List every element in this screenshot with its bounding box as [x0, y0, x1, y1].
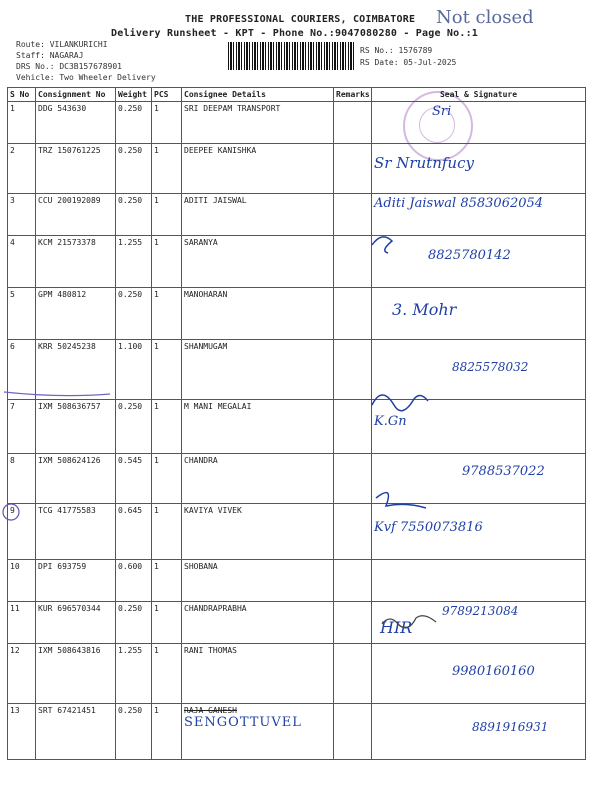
- row-weight: 0.545: [116, 454, 152, 504]
- row-signature: 9788537022: [372, 454, 586, 504]
- row-consignment: DPI 693759: [36, 560, 116, 602]
- circled-number-mark: [3, 504, 19, 520]
- row-weight: 0.250: [116, 704, 152, 760]
- row-pcs: 1: [152, 454, 182, 504]
- row-consignment: IXM 508624126: [36, 454, 116, 504]
- row-consignee: SARANYA: [182, 236, 334, 288]
- row-consignee: CHANDRAPRABHA: [182, 602, 334, 644]
- row-consignment: SRT 67421451: [36, 704, 116, 760]
- staff-label: Staff: NAGARAJ: [16, 51, 84, 60]
- handwritten-note: Not closed: [436, 7, 534, 28]
- row-signature: 3. Mohr: [372, 288, 586, 340]
- handwritten-mark: HIR: [380, 618, 413, 637]
- handwritten-correction: SENGOTTUVEL: [184, 715, 302, 730]
- row-consignment: KRR 50245238: [36, 340, 116, 400]
- col-pcs-header: PCS: [152, 88, 182, 102]
- row-consignee: DEEPEE KANISHKA: [182, 144, 334, 194]
- rs-date: RS Date: 05-Jul-2025: [360, 58, 457, 67]
- signature-phone: 9789213084: [442, 604, 519, 618]
- row-sno: 12: [8, 644, 36, 704]
- row-signature: Kvf 7550073816: [372, 504, 586, 560]
- row-consignment: CCU 200192089: [36, 194, 116, 236]
- route-label: Route: VILANKURICHI: [16, 40, 108, 49]
- company-name: THE PROFESSIONAL COURIERS, COIMBATORE: [185, 14, 416, 25]
- row-weight: 0.250: [116, 194, 152, 236]
- signature-scribble: [372, 237, 392, 253]
- row-consignee: MANOHARAN: [182, 288, 334, 340]
- row-sno: 11: [8, 602, 36, 644]
- row-signature: Aditi Jaiswal 8583062054: [372, 194, 586, 236]
- row-sno: 6: [8, 340, 36, 400]
- row-consignee: SHANMUGAM: [182, 340, 334, 400]
- row-weight: 0.250: [116, 400, 152, 454]
- row-weight: 1.255: [116, 644, 152, 704]
- row-consignee: ADITI JAISWAL: [182, 194, 334, 236]
- row-signature: 9980160160: [372, 644, 586, 704]
- row-sno: 10: [8, 560, 36, 602]
- row-consignee: CHANDRA: [182, 454, 334, 504]
- row-weight: 1.255: [116, 236, 152, 288]
- col-weight-header: Weight: [116, 88, 152, 102]
- struck-consignee-name: RAJA GANESH: [184, 706, 237, 715]
- col-remarks-header: Remarks: [334, 88, 372, 102]
- signature-scribble: [382, 616, 436, 628]
- row-consignee: M MANI MEGALAI: [182, 400, 334, 454]
- row-sno: 13: [8, 704, 36, 760]
- runsheet-title: Delivery Runsheet - KPT - Phone No.:9047080280 - Page No.:1: [111, 28, 479, 39]
- row-weight: 0.250: [116, 144, 152, 194]
- row-consignment: TRZ 150761225: [36, 144, 116, 194]
- row-sno: 3: [8, 194, 36, 236]
- row-consignment: IXM 508643816: [36, 644, 116, 704]
- row-weight: 0.645: [116, 504, 152, 560]
- row-consignment: IXM 508636757: [36, 400, 116, 454]
- row-pcs: 1: [152, 288, 182, 340]
- row-sno: 7: [8, 400, 36, 454]
- row-sno: 5: [8, 288, 36, 340]
- row-sno: 4: [8, 236, 36, 288]
- signature-scribble: [376, 493, 426, 508]
- row-signature: 8825578032: [372, 340, 586, 400]
- rs-number: RS No.: 1576789: [360, 46, 433, 55]
- row-sno: 2: [8, 144, 36, 194]
- row-signature: 8825780142: [372, 236, 586, 288]
- row-pcs: 1: [152, 236, 182, 288]
- row-weight: 0.600: [116, 560, 152, 602]
- row-pcs: 1: [152, 560, 182, 602]
- row-pcs: 1: [152, 340, 182, 400]
- row-weight: 0.250: [116, 288, 152, 340]
- col-sno-header: S No: [8, 88, 36, 102]
- row-consignee: SHOBANA: [182, 560, 334, 602]
- row-sno: 8: [8, 454, 36, 504]
- row-sno: 9: [8, 504, 36, 560]
- row-consignment: KCM 21573378: [36, 236, 116, 288]
- col-consignee-header: Consignee Details: [182, 88, 334, 102]
- row-signature: Sri: [372, 102, 586, 144]
- row-sno: 1: [8, 102, 36, 144]
- row-pcs: 1: [152, 504, 182, 560]
- row-weight: 1.100: [116, 340, 152, 400]
- row-signature: Sr Nrutnfucy: [372, 144, 586, 194]
- pen-stroke: [4, 392, 110, 396]
- row-consignment: GPM 480812: [36, 288, 116, 340]
- row-signature: 8891916931: [372, 704, 586, 760]
- col-signature-header: Seal & Signature: [372, 88, 586, 102]
- row-weight: 0.250: [116, 102, 152, 144]
- signature-scribble: [372, 395, 428, 411]
- row-pcs: 1: [152, 704, 182, 760]
- vehicle-label: Vehicle: Two Wheeler Delivery: [16, 73, 156, 82]
- row-consignee: SRI DEEPAM TRANSPORT: [182, 102, 334, 144]
- row-consignment: KUR 696570344: [36, 602, 116, 644]
- row-pcs: 1: [152, 602, 182, 644]
- row-signature: K.Gn: [372, 400, 586, 454]
- row-pcs: 1: [152, 144, 182, 194]
- row-pcs: 1: [152, 194, 182, 236]
- row-consignment: TCG 41775583: [36, 504, 116, 560]
- row-consignment: DDG 543630: [36, 102, 116, 144]
- row-weight: 0.250: [116, 602, 152, 644]
- drs-label: DRS No.: DC3B157678901: [16, 62, 122, 71]
- row-pcs: 1: [152, 644, 182, 704]
- row-consignee: KAVIYA VIVEK: [182, 504, 334, 560]
- row-pcs: 1: [152, 102, 182, 144]
- row-consignee: RANI THOMAS: [182, 644, 334, 704]
- row-pcs: 1: [152, 400, 182, 454]
- col-consignment-header: Consignment No: [36, 88, 116, 102]
